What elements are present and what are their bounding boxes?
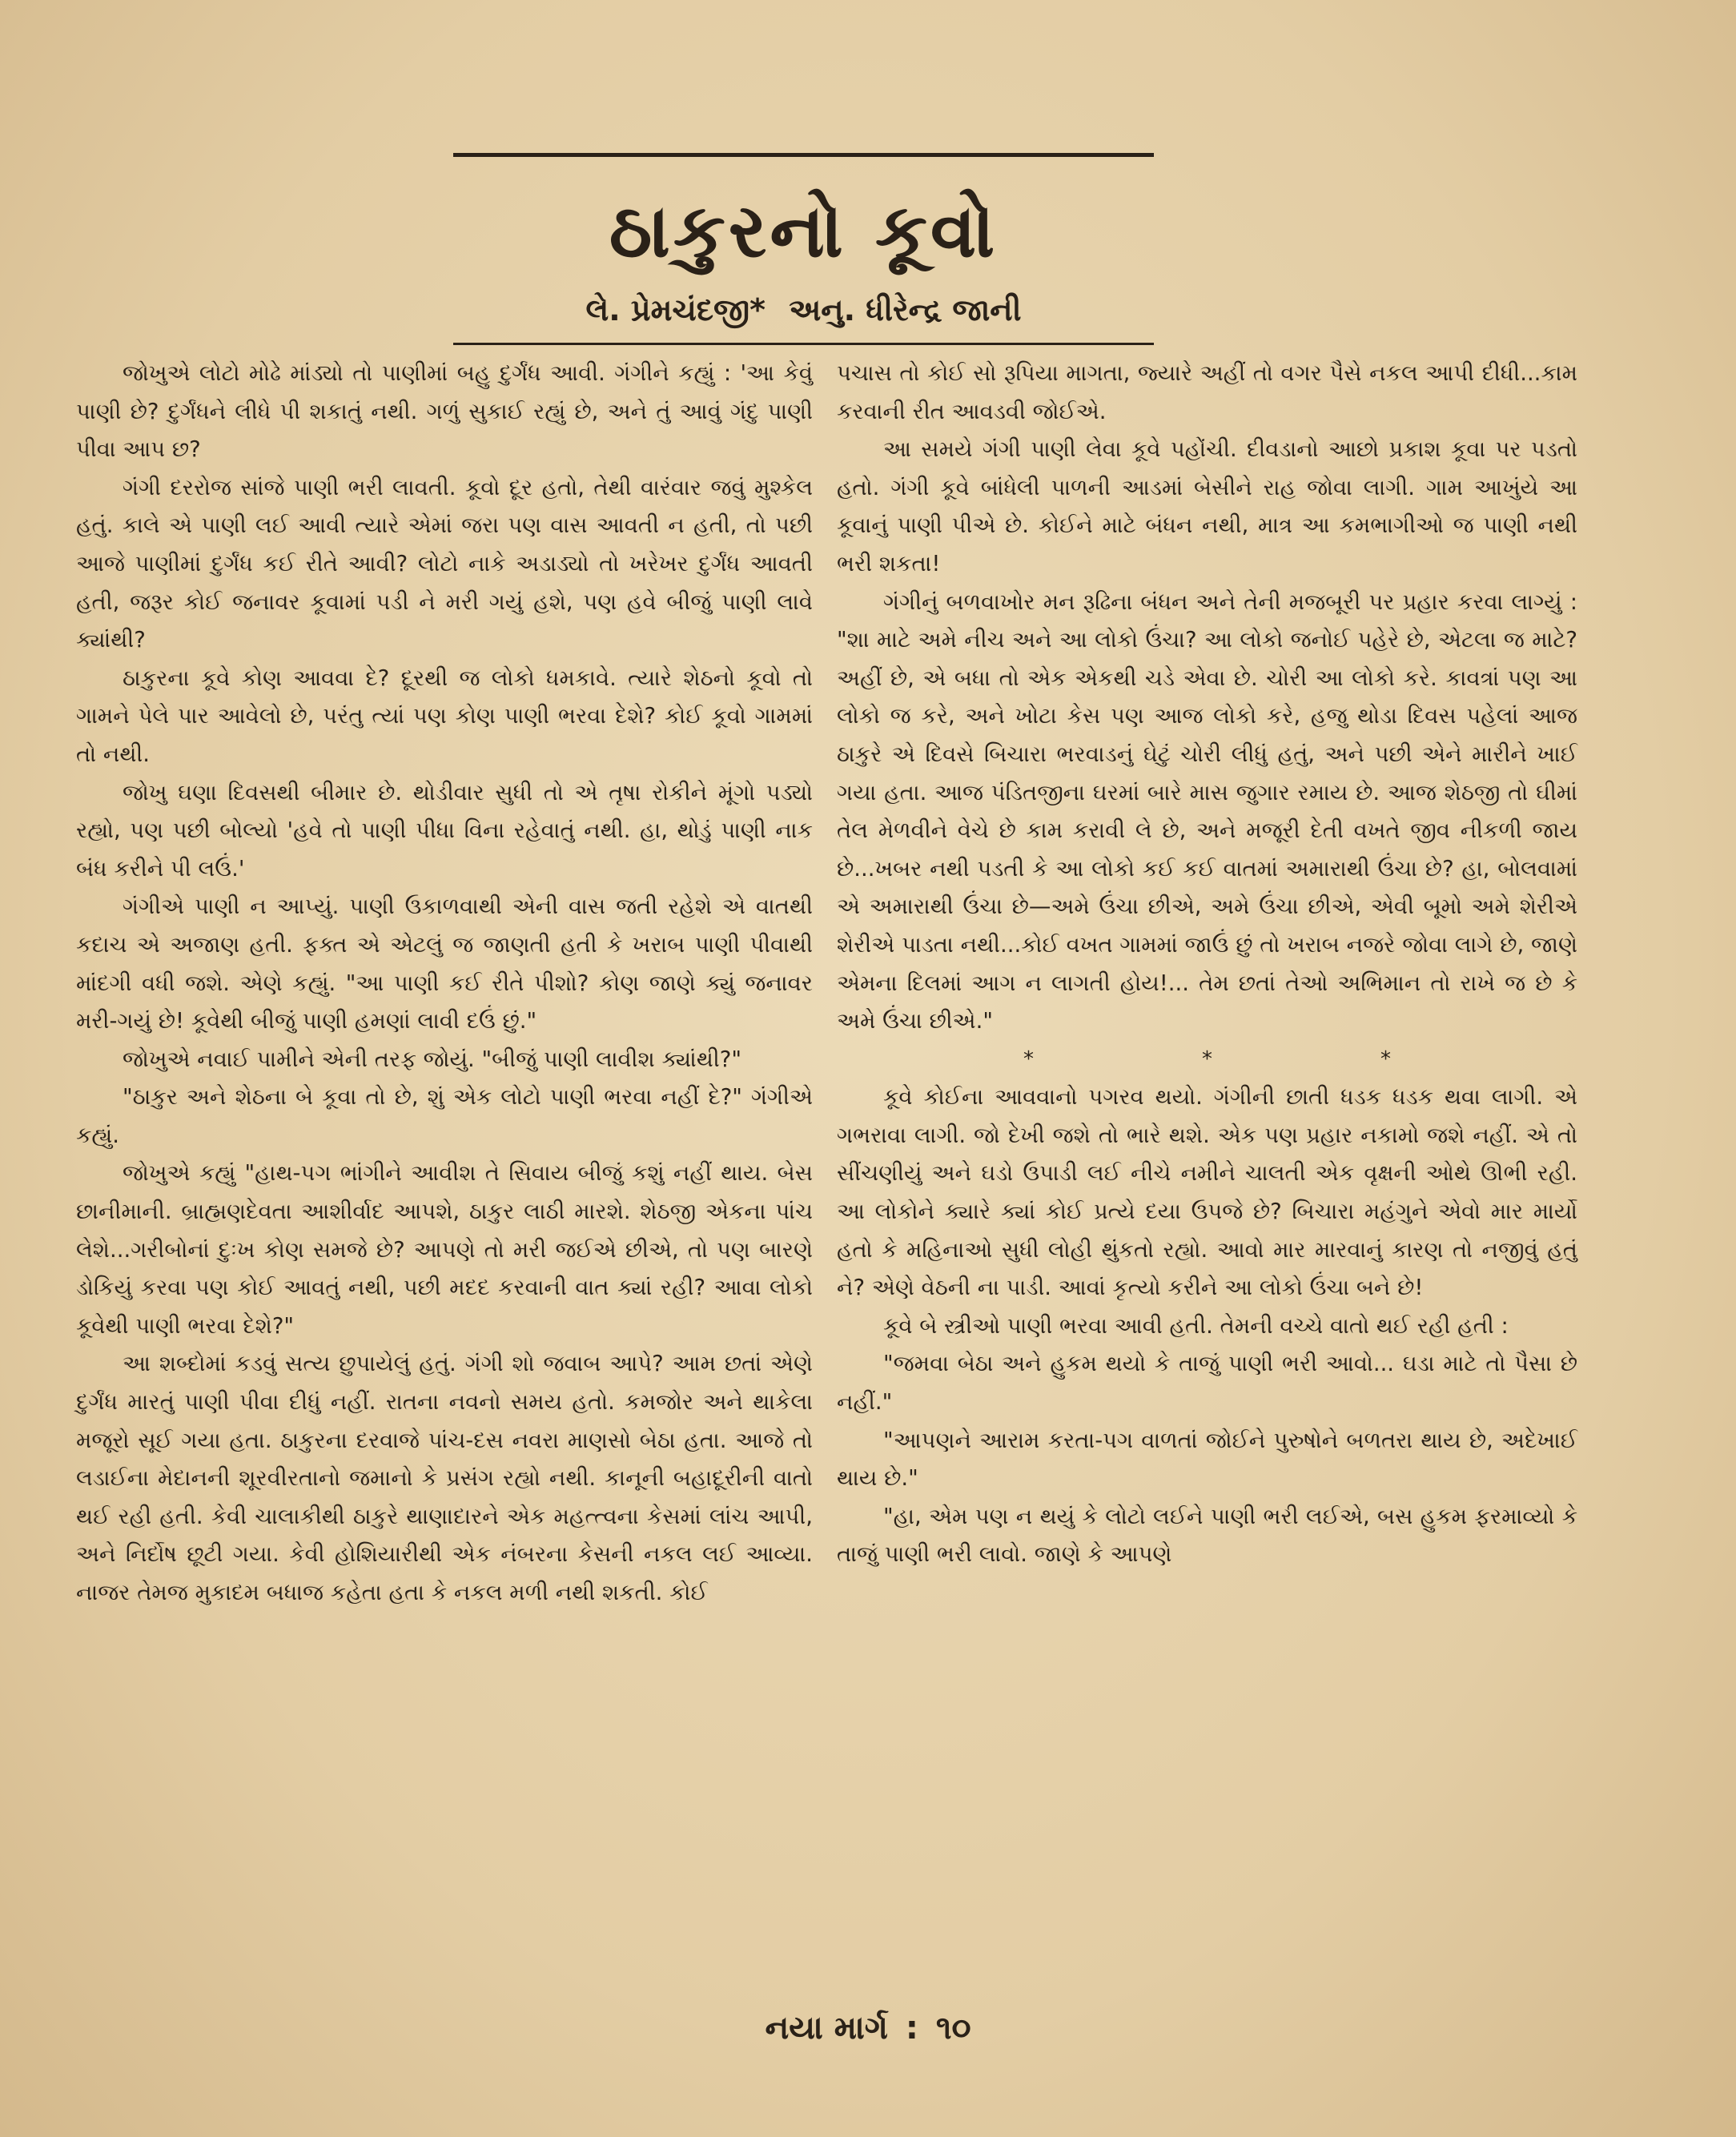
paragraph: ગંગીનું બળવાખોર મન રૂઢિના બંધન અને તેની મજબૂરી પર પ્રહાર કરવા લાગ્યું : "શા માટે અમે નીચ અને આ લોકો ઉંચા? આ લોકો જનોઈ પહેરે છે, એટલા જ માટે? અહીં છે, એ બધા તો એક એકથી ચડે એવા છે. ચોરી આ લોકો કરે. કાવત્રાં પણ આ લોકો જ કરે, અને ખોટા કેસ પણ આજ લોકો કરે, હજુ થોડા દિવસ પહેલાં આજ ઠાકુરે એ દિવસે બિચારા ભરવાડનું ઘેટું ચોરી લીધું હતું, અને પછી એને મારીને ખાઈ ગયા હતા. આજ પંડિતજીના ઘરમાં બારે માસ જુગાર રમાય છે. આજ શેઠજી તો ઘીમાં તેલ મેળવીને વેચે છે કામ કરાવી લે છે, અને મજૂરી દેતી વખતે જીવ નીકળી જાય છે...ખબર નથી પડતી કે આ લોકો કઈ કઈ વાતમાં અમારાથી ઉંચા છે? હા, બોલવામાં એ અમારાથી ઉંચા છે—અમે ઉંચા છીએ, અમે ઉંચા છીએ, એવી બૂમો અમે શેરીએ શેરીએ પાડતા નથી...કોઈ વખત ગામમાં જાઉં છું તો ખરાબ નજરે જોવા લાગે છે, જાણે એમના દિલમાં આગ ન લાગતી હોય!... તેમ છતાં તેઓ અભિમાન તો રાખે જ છે કે અમે ઉંચા છીએ."	[837, 588, 1577, 1034]
footer-magazine-name: નયા માર્ગ	[765, 2010, 888, 2047]
paragraph: જોખુ ઘણા દિવસથી બીમાર છે. થોડીવાર સુધી તો એ તૃષા રોકીને મૂંગો પડ્યો રહ્યો, પણ પછી બોલ્યો 'હવે તો પાણી પીધા વિના રહેવાતું નથી. હા, થોડું પાણી નાક બંધ કરીને પી લઉં.'	[76, 779, 813, 882]
paragraph: કૂવે બે સ્ત્રીઓ પાણી ભરવા આવી હતી. તેમની વચ્ચે વાતો થઈ રહી હતી :	[883, 1312, 1509, 1339]
page-footer	[0, 2010, 1736, 2047]
paragraph: "હા, એમ પણ ન થયું કે લોટો લઈને પાણી ભરી લઈએ, બસ હુકમ ફરમાવ્યો કે તાજું પાણી ભરી લાવો. જાણે કે આપણે	[837, 1503, 1577, 1568]
paragraph: કૂવે કોઈના આવવાનો પગરવ થયો. ગંગીની છાતી ધડક ધડક થવા લાગી. એ ગભરાવા લાગી. જો દેખી જશે તો ભારે થશે. એક પણ પ્રહાર નકામો જશે નહીં. એ તો સીંચણીયું અને ઘડો ઉપાડી લઈ નીચે નમીને ચાલતી એક વૃક્ષની ઓથે ઊભી રહી. આ લોકોને ક્યારે ક્યાં કોઈ પ્રત્યે દયા ઉપજે છે? બિચારા મહંગુને એવો માર માર્યો હતો કે મહિનાઓ સુધી લોહી થુંકતો રહ્યો. આવો માર મારવાનું કારણ તો નજીવું હતું ને? એણે વેઠની ના પાડી. આવાં કૃત્યો કરીને આ લોકો ઉંચા બને છે!	[837, 1084, 1577, 1301]
paragraph: ગંગીએ પાણી ન આપ્યું. પાણી ઉકાળવાથી એની વાસ જતી રહેશે એ વાતથી કદાચ એ અજાણ હતી. ફક્ત એ એટલું જ જાણતી હતી કે ખરાબ પાણી પીવાથી માંદગી વધી જશે. એણે કહ્યું. "આ પાણી કઈ રીતે પીશો? કોણ જાણે ક્યું જનાવર મરી-ગયું છે! કૂવેથી બીજું પાણી હમણાં લાવી દઉં છું."	[76, 894, 813, 1034]
left-column	[76, 355, 813, 1613]
paragraph: આ શબ્દોમાં કડવું સત્ય છુપાયેલું હતું. ગંગી શો જવાબ આપે? આમ છતાં એણે દુર્ગંધ મારતું પાણી પીવા દીધું નહીં. રાતના નવનો સમય હતો. કમજોર અને થાકેલા મજૂરો સૂઈ ગયા હતા. ઠાકુરના દરવાજે પાંચ-દસ નવરા માણસો બેઠા હતા. આજે તો લડાઈના મેદાનની શૂરવીરતાનો જમાનો કે પ્રસંગ રહ્યો નથી. કાનૂની બહાદૂરીની વાતો થઈ રહી હતી. કેવી ચાલાકીથી ઠાકુરે થાણાદારને એક મહત્ત્વના કેસમાં લાંચ આપી, અને નિર્દોષ છૂટી ગયા. કેવી હોશિયારીથી એક નંબરના કેસની નકલ લઈ આવ્યા. નાજર તેમજ મુકાદમ બધાજ કહેતા હતા કે નકલ મળી નથી શકતી. કોઈ	[76, 1351, 813, 1605]
byline-translator: અનુ. ધીરેન્દ્ર જાની	[789, 292, 1022, 327]
footer-page-number: ૧૦	[935, 2010, 971, 2047]
paragraph: ગંગી દરરોજ સાંજે પાણી ભરી લાવતી. કૂવો દૂર હતો, તેથી વારંવાર જવું મુશ્કેલ હતું. કાલે એ પાણી લઈ આવી ત્યારે એમાં જરા પણ વાસ આવતી ન હતી, તો પછી આજે પાણીમાં દુર્ગંધ કઈ રીતે આવી? લોટો નાકે અડાડ્યો તો ખરેખર દુર્ગંધ આવતી હતી, જરૂર કોઈ જનાવર કૂવામાં પડી ને મરી ગયું હશે, પણ હવે બીજું પાણી લાવે ક્યાંથી?	[76, 474, 813, 653]
byline-bottom-rule	[453, 343, 1154, 345]
paragraph: "ઠાકુર અને શેઠના બે કૂવા તો છે, શું એક લોટો પાણી ભરવા નહીં દે?" ગંગીએ કહ્યું.	[76, 1084, 813, 1148]
paragraph: આ સમયે ગંગી પાણી લેવા કૂવે પહોંચી. દીવડાનો આછો પ્રકાશ કૂવા પર પડતો હતો. ગંગી કૂવે બાંધેલી પાળની આડમાં બેસીને રાહ જોવા લાગી. ગામ આખુંયે આ કૂવાનું પાણી પીએ છે. કોઈને માટે બંધન નથી, માત્ર આ કમભાગીઓ જ પાણી નથી ભરી શકતા!	[837, 436, 1577, 576]
right-column	[837, 355, 1577, 1574]
paragraph: પચાસ તો કોઈ સો રૂપિયા માગતા, જ્યારે અહીં તો વગર પૈસે નકલ આપી દીધી...કામ કરવાની રીત આવડવી જોઈએ.	[837, 360, 1577, 424]
article-title: ઠાકુરનો કૂવો	[609, 188, 999, 274]
footer-separator: :	[905, 2010, 918, 2047]
title-top-rule	[453, 153, 1154, 157]
paragraph: "જમવા બેઠા અને હુકમ થયો કે તાજું પાણી ભરી આવો... ઘડા માટે તો પૈસા છે નહીં."	[837, 1351, 1577, 1416]
paragraph: જોખુએ નવાઈ પામીને એની તરફ જોયું. "બીજું પાણી લાવીશ ક્યાંથી?"	[123, 1046, 741, 1072]
paragraph: "આપણને આરામ કરતા-પગ વાળતાં જોઈને પુરુષોને બળતરા થાય છે, અદેખાઈ થાય છે."	[837, 1427, 1577, 1492]
byline	[453, 292, 1154, 329]
byline-author: લે. પ્રેમચંદજી*	[585, 292, 766, 327]
paragraph: જોખુએ કહ્યું "હાથ-પગ ભાંગીને આવીશ તે સિવાય બીજું કશું નહીં થાય. બેસ છાનીમાની. બ્રાહ્મણદેવતા આશીર્વાદ આપશે, ઠાકુર લાઠી મારશે. શેઠજી એકના પાંચ લેશે...ગરીબોનાં દુઃખ કોણ સમજે છે? આપણે તો મરી જઈએ છીએ, તો પણ બારણે ડોકિયું કરવા પણ કોઈ આવતું નથી, પછી મદદ કરવાની વાત ક્યાં રહી? આવા લોકો કૂવેથી પાણી ભરવા દેશે?"	[76, 1160, 813, 1339]
section-break-stars: ***	[1023, 1046, 1559, 1071]
paragraph: ઠાકુરના કૂવે કોણ આવવા દે? દૂરથી જ લોકો ધમકાવે. ત્યારે શેઠનો કૂવો તો ગામને પેલે પાર આવેલો છે, પરંતુ ત્યાં પણ કોણ પાણી ભરવા દેશે? કોઈ કૂવો ગામમાં તો નથી.	[76, 665, 813, 767]
paragraph: જોખુએ લોટો મોઢે માંડ્યો તો પાણીમાં બહુ દુર્ગંધ આવી. ગંગીને કહ્યું : 'આ કેવું પાણી છે? દુર્ગંધને લીધે પી શકાતું નથી. ગળું સુકાઈ રહ્યું છે, અને તું આવું ગંદુ પાણી પીવા આપ છ?	[76, 360, 813, 463]
